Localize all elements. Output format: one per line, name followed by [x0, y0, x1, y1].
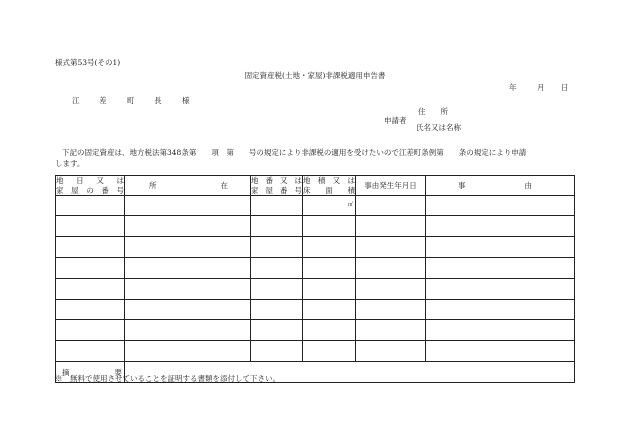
- table-row: [56, 320, 575, 341]
- table-cell: [125, 299, 251, 320]
- applicant-label: 申請者: [384, 116, 407, 125]
- table-row: [56, 216, 575, 237]
- table-cell: [56, 216, 125, 237]
- table-cell: [356, 196, 426, 216]
- applicant-name-label: 氏名又は名称: [416, 123, 461, 132]
- table-cell: [125, 257, 251, 278]
- addressee-char: 差: [99, 96, 107, 105]
- remarks-label: 摘 要: [56, 362, 125, 383]
- table-cell: [426, 236, 575, 257]
- table-cell: [56, 320, 125, 341]
- table-cell: [303, 299, 356, 320]
- table-cell: [56, 299, 125, 320]
- date-year-label: 年: [509, 83, 517, 92]
- table-cell: [303, 341, 356, 362]
- table-cell: [303, 257, 356, 278]
- addressee-char: 長: [154, 96, 162, 105]
- header-land-house-number: 地 日 又 は 家 屋 の 番 号: [56, 176, 124, 195]
- table-cell: [356, 320, 426, 341]
- table-cell: [56, 236, 125, 257]
- table-cell: [426, 341, 575, 362]
- table-cell: [303, 236, 356, 257]
- table-row: [56, 299, 575, 320]
- table-cell: [426, 320, 575, 341]
- table-cell: [356, 236, 426, 257]
- table-cell: [251, 216, 303, 237]
- table-cell: [125, 236, 251, 257]
- header-occurrence-date: 事由発生年月日: [356, 176, 426, 196]
- table-row: [56, 278, 575, 299]
- form-number: 様式第53号(その1): [55, 58, 121, 67]
- applicant-address-label: 住 所: [418, 107, 448, 116]
- table-cell: [56, 278, 125, 299]
- table-cell: [125, 196, 251, 216]
- table-cell: [426, 196, 575, 216]
- table-cell: [356, 216, 426, 237]
- table-cell: [251, 299, 303, 320]
- table-row: [56, 257, 575, 278]
- table-cell: [251, 257, 303, 278]
- table-cell: [303, 320, 356, 341]
- table-cell: [125, 278, 251, 299]
- table-cell: [426, 216, 575, 237]
- header-area: 地 積 又 は 床 面 積: [303, 176, 355, 195]
- footnote: ※ 無料で使用させていることを証明する書類を添付して下さい。: [55, 374, 280, 383]
- table-cell: [426, 257, 575, 278]
- table-cell: [356, 299, 426, 320]
- table-cell: [356, 257, 426, 278]
- table-cell: [303, 216, 356, 237]
- area-unit: ㎡: [347, 202, 353, 209]
- table-row: [56, 196, 575, 216]
- body-text-line2: します。: [55, 159, 85, 168]
- addressee-char: 町: [127, 96, 135, 105]
- table-cell: [356, 341, 426, 362]
- body-text-line1: 下記の固定資産は、地方税法第348条第 項 第 号の規定により非課税の適用を受けたいので江差町条例第 条の規定により申請: [62, 148, 527, 157]
- table-row: [56, 341, 575, 362]
- table-header-row: [56, 176, 575, 196]
- table-cell: [251, 196, 303, 216]
- asset-table: [55, 175, 575, 383]
- header-location: 所 在: [125, 176, 251, 196]
- header-lot-number: 地 番 又 は 家 屋 番 号: [251, 176, 302, 195]
- header-reason: 事 由: [426, 176, 575, 196]
- addressee: [72, 96, 192, 108]
- table-cell: [303, 196, 356, 216]
- table-cell: [426, 278, 575, 299]
- table-cell: [125, 320, 251, 341]
- table-cell: [251, 320, 303, 341]
- table-cell: [303, 278, 356, 299]
- table-cell: [426, 299, 575, 320]
- table-cell: [251, 236, 303, 257]
- table-cell: [56, 196, 125, 216]
- table-cell: [251, 278, 303, 299]
- table-cell: [125, 216, 251, 237]
- table-cell: [56, 341, 125, 362]
- date-day-label: 日: [561, 83, 569, 92]
- table-row: [56, 236, 575, 257]
- table-cell: [356, 278, 426, 299]
- table-cell: [56, 257, 125, 278]
- table-cell: [125, 341, 251, 362]
- form-title: 固定資産税(土地・家屋)非課税適用申告書: [244, 71, 386, 80]
- addressee-char: 様: [182, 96, 190, 105]
- table-cell: [251, 341, 303, 362]
- date-month-label: 月: [537, 83, 545, 92]
- addressee-char: 江: [72, 96, 80, 105]
